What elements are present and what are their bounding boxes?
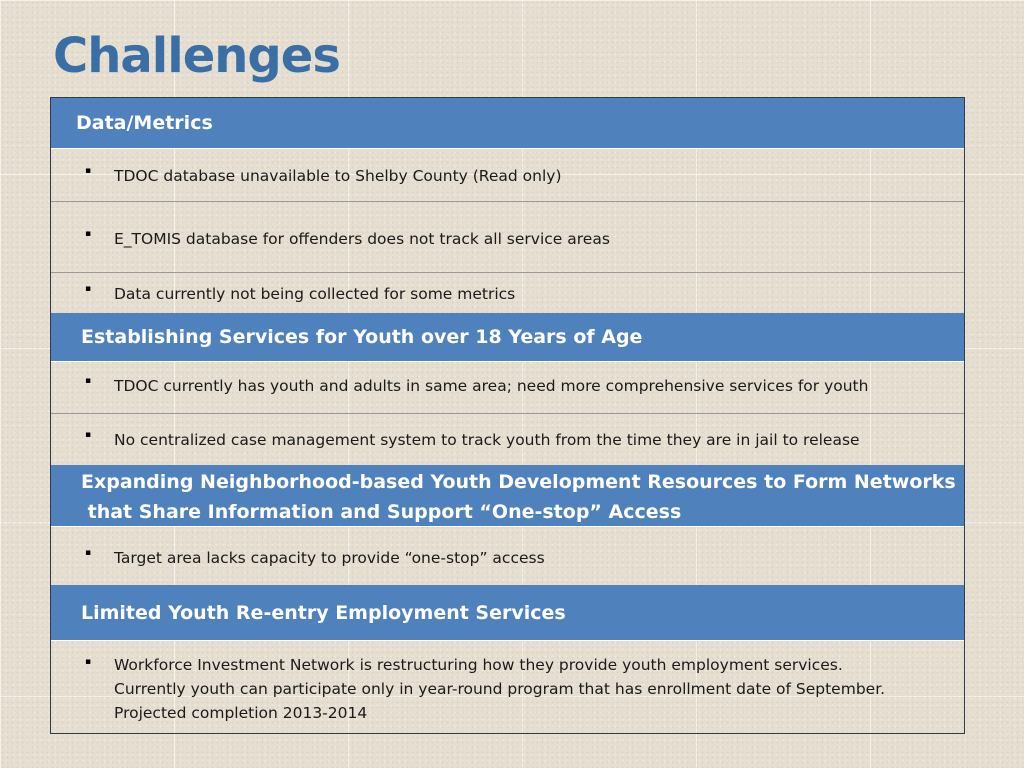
bullet-icon: ▪ [85,229,92,239]
section-header-employment-services [51,585,964,641]
bullet-icon: ▪ [85,430,92,440]
list-item: E_TOMIS database for offenders does not track all service areas [114,230,610,248]
list-item-line: Currently youth can participate only in year-round program that has enrollment date of September. [114,680,886,698]
section-header-youth-over-18 [51,313,964,362]
bullet-icon: ▪ [85,548,92,558]
bullet-icon: ▪ [85,657,92,667]
list-item [114,653,885,725]
list-item: TDOC database unavailable to Shelby County (Read only) [114,167,562,185]
list-item-line: Workforce Investment Network is restructuring how they provide youth employment services. [114,656,843,674]
bullet-icon: ▪ [85,284,92,294]
section-header-label: Data/Metrics [76,112,213,134]
list-item: No centralized case management system to track youth from the time they are in jail to release [114,431,860,449]
section-header-line: that Share Information and Support “One-stop” Access [81,501,682,523]
table-row [51,641,964,733]
section-header-data-metrics [51,98,964,149]
list-item: TDOC currently has youth and adults in same area; need more comprehensive services for youth [114,377,869,395]
table-row [51,414,964,465]
section-header-label: Limited Youth Re-entry Employment Services [81,602,566,624]
bullet-icon: ▪ [85,376,92,386]
table-row [51,149,964,202]
table-row [51,527,964,585]
list-item: Data currently not being collected for some metrics [114,285,516,303]
list-item: Target area lacks capacity to provide “one-stop” access [114,549,545,567]
list-item-line: Projected completion 2013-2014 [114,704,368,722]
section-header-neighborhood-networks [51,465,964,527]
table-row [51,273,964,313]
table-row [51,202,964,273]
bullet-icon: ▪ [85,166,92,176]
slide-title: Challenges [53,28,340,84]
table-row [51,362,964,414]
section-header-label: Establishing Services for Youth over 18 Years of Age [81,326,643,348]
challenges-table [50,97,965,734]
section-header-line: Expanding Neighborhood-based Youth Development Resources to Form Networks [81,471,956,493]
